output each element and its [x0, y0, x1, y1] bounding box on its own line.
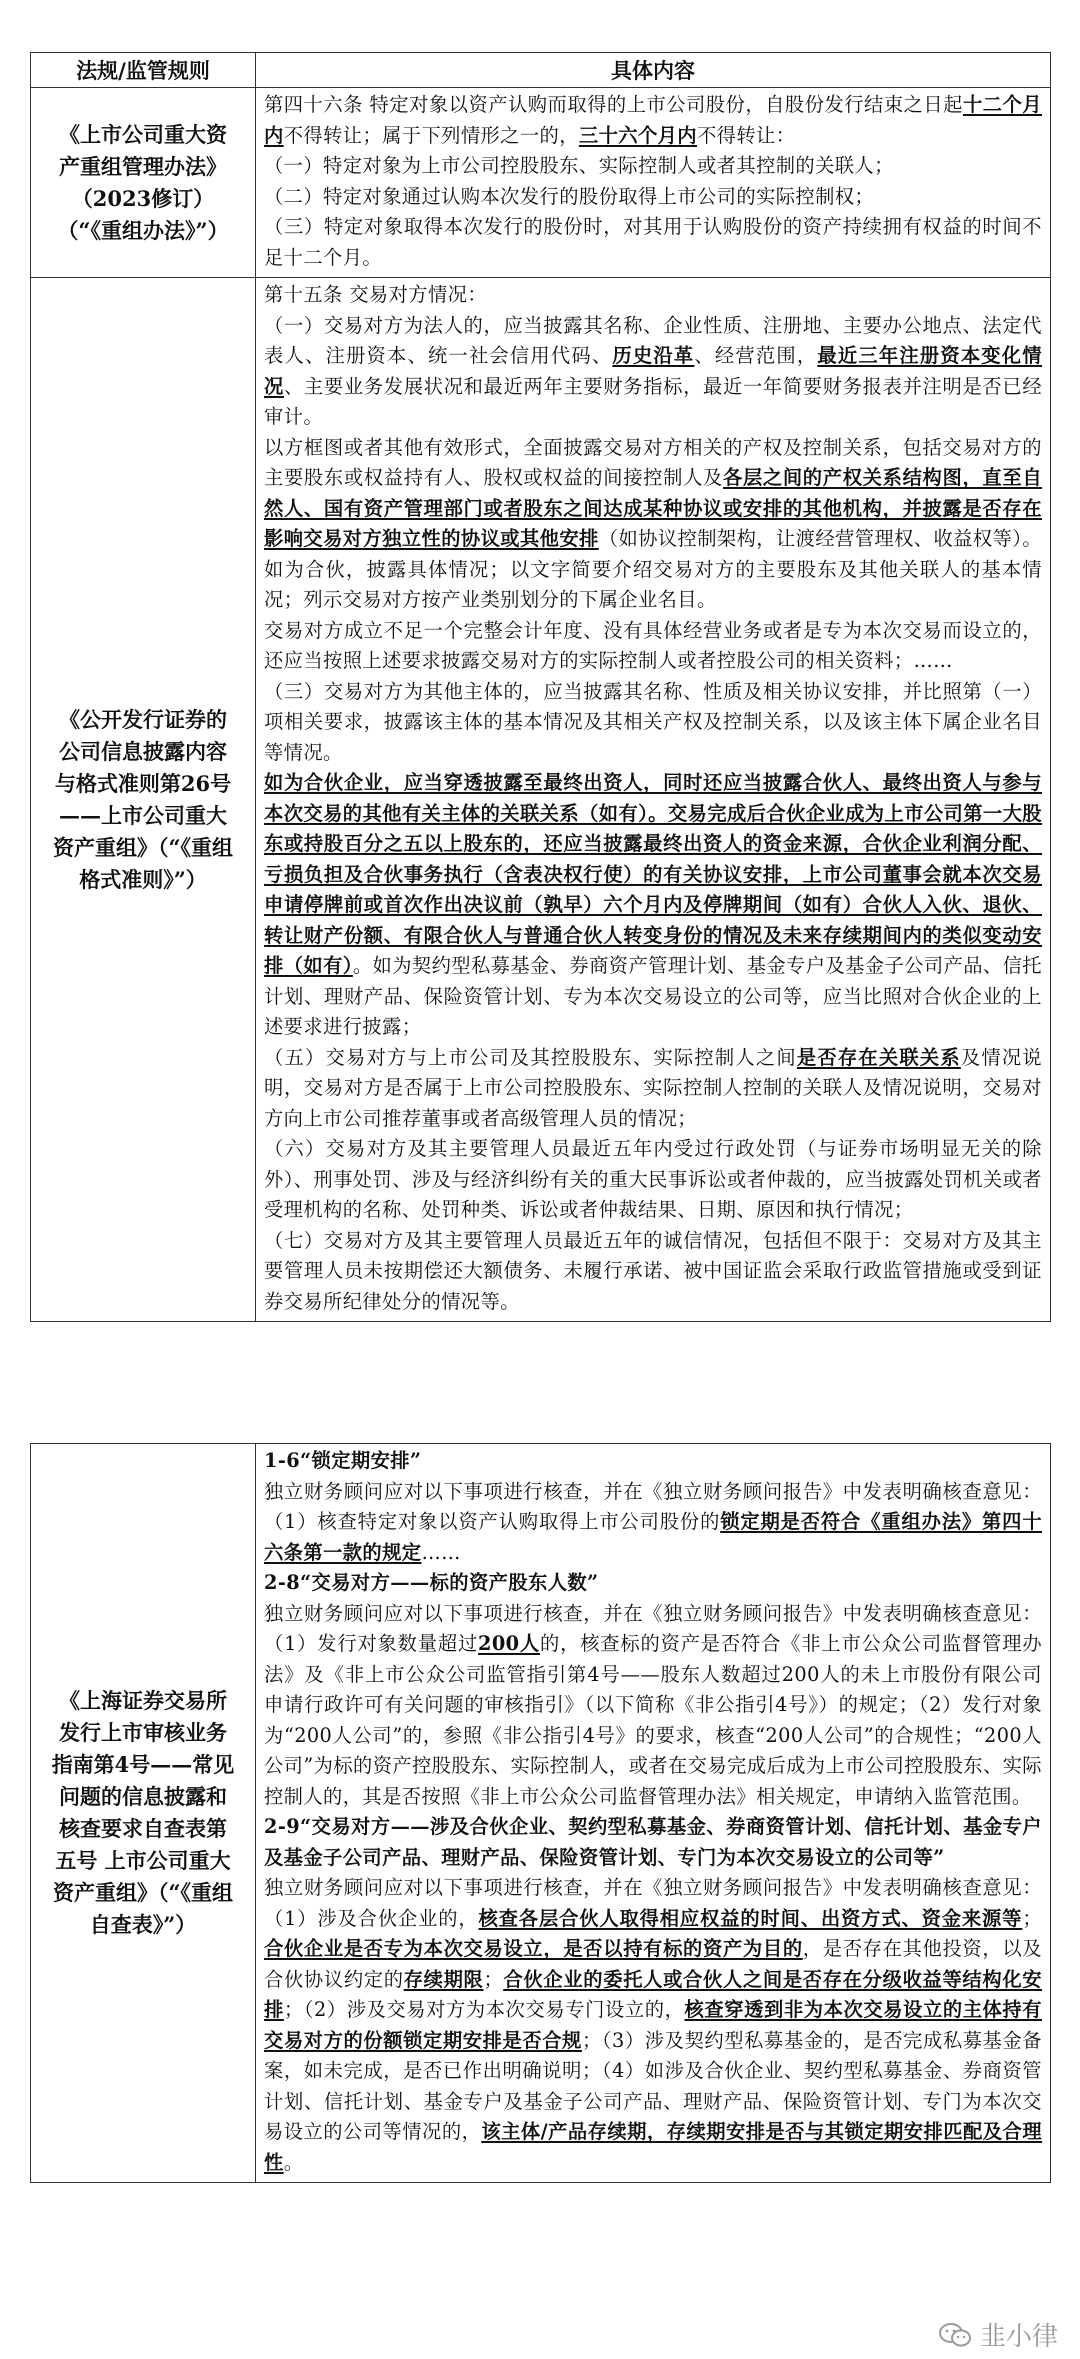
content-paragraph [264, 182, 1042, 213]
text-segment: 以方框图或者其他有效形式，全面披露交易对方相关的产权及控制关系，包括交易对方的主要股东或权益持有人、股权或权益的间接控制人及 [264, 435, 1042, 489]
content-paragraph [264, 212, 1042, 273]
table-row [31, 88, 1051, 278]
text-segment: （六）交易对方及其主要管理人员最近五年内受过行政处罚（与证券市场明显无关的除外）、刑事处罚、涉及与经济纠纷有关的重大民事诉讼或者仲裁的，应当披露处罚机关或者受理机构的名称、处罚种类、诉讼或者仲裁结果、日期、原因和执行情况； [264, 1137, 1042, 1221]
watermark-text: 韭小律 [979, 2322, 1058, 2352]
header-content: 具体内容 [256, 53, 1051, 88]
table-row [31, 1444, 1051, 2183]
text-segment: （如协议控制架构，让渡经营管理权、收益权等）。如为合伙，披露具体情况；以文字简要介绍交易对方的主要股东及其他关联人的基本情况；列示交易对方按产业类别划分的下属企业名目。 [264, 527, 1042, 611]
highlighted-text: 锁定期是否符合《重组办法》第四十六条第一款的规定 [264, 1510, 1043, 1564]
content-paragraph [264, 1043, 1042, 1135]
rule-content [256, 88, 1051, 278]
text-segment: （一）特定对象为上市公司控股股东、实际控制人或者其控制的关联人； [264, 154, 894, 177]
text-segment: 第十五条 交易对方情况： [264, 283, 488, 306]
content-paragraph [264, 677, 1042, 769]
wechat-icon [938, 2322, 972, 2348]
content-paragraph [264, 1873, 1042, 2178]
table-row [31, 278, 1051, 1322]
highlighted-text: 如为合伙企业，应当穿透披露至最终出资人，同时还应当披露合伙人、最终出资人与参与本次交易的其他有关主体的关联关系（如有）。交易完成后合伙企业成为上市公司第一大股东或持股百分之五以上股东的，还应当披露最终出资人的资金来源，合伙企业利润分配、亏损负担及合伙事务执行（含表决权行使）的有关协议安排，上市公司董事会就本次交易申请停牌前或首次作出决议前（孰早）六个月内及停牌期间（如有）合伙人入伙、退伙、转让财产份额、有限合伙人与普通合伙人转变身份的情况及未来存续期间内的类似变动安排（如有） [264, 771, 1042, 977]
text-segment: ，是否存在其他投资，以及合伙协议约定的 [264, 1937, 1042, 1991]
section-heading: 2-8“交易对方——标的资产股东人数” [264, 1571, 599, 1594]
text-segment: 及情况说明，交易对方是否属于上市公司控股股东、实际控制人控制的关联人及情况说明，交易对方向上市公司推荐董事或者高级管理人员的情况； [264, 1045, 1042, 1130]
content-paragraph [264, 1568, 1042, 1599]
regulation-table-1 [30, 52, 1051, 1322]
text-segment: 不得转让；属于下列情形之一的， [283, 123, 579, 147]
highlighted-text: 核查各层合伙人取得相应权益的时间、出资方式、资金来源等 [478, 1906, 1023, 1930]
watermark [938, 2316, 1058, 2353]
content-paragraph [264, 311, 1042, 433]
content-paragraph [264, 616, 1042, 677]
text-segment: ； [1022, 1906, 1042, 1930]
text-segment: 独立财务顾问应对以下事项进行核查，并在《独立财务顾问报告》中发表明确核查意见：（1）涉及合伙企业的， [264, 1876, 1042, 1930]
highlighted-text: 各层之间的产权关系结构图，直至自然人、国有资产管理部门或者股东之间达成某种协议或安排的其他机构，并披露是否存在影响交易对方独立性的协议或其他安排 [264, 466, 1042, 550]
text-segment: （三）交易对方为其他主体的，应当披露其名称、性质及相关协议安排，并比照第（一）项相关要求，披露该主体的基本情况及其相关产权及控制关系，以及该主体下属企业名目等情况。 [264, 679, 1042, 764]
text-segment: 不得转让： [697, 123, 796, 147]
highlighted-text: 十二个月内 [264, 93, 1042, 147]
text-segment: …… [421, 1540, 461, 1564]
content-paragraph [264, 280, 1042, 311]
rule-name: 《上海证券交易所发行上市审核业务指南第4号——常见问题的信息披露和核查要求自查表第五号 上市公司重大资产重组》（“《重组自查表》”） [31, 1444, 256, 2183]
content-paragraph [264, 1477, 1042, 1569]
rule-content [256, 1444, 1051, 2183]
text-segment: 独立财务顾问应对以下事项进行核查，并在《独立财务顾问报告》中发表明确核查意见：（1）核查特定对象以资产认购取得上市公司股份的 [264, 1479, 1042, 1533]
highlighted-text: 是否存在关联关系 [796, 1045, 961, 1069]
text-segment: （二）特定对象通过认购本次发行的股份取得上市公司的实际控制权； [264, 184, 875, 208]
text-segment: 。如为契约型私募基金、券商资产管理计划、基金专户及基金子公司产品、信托计划、理财产品、保险资管计划、专为本次交易设立的公司等，应当比照对合伙企业的上述要求进行披露； [264, 954, 1042, 1038]
rule-content [256, 278, 1051, 1322]
content-paragraph [264, 1812, 1042, 1873]
content-paragraph [264, 768, 1042, 1043]
rule-name: 《上市公司重大资产重组管理办法》（2023修订）（“《重组办法》”） [31, 88, 256, 278]
text-segment: （七）交易对方及其主要管理人员最近五年的诚信情况，包括但不限于：交易对方及其主要管理人员未按期偿还大额债务、未履行承诺、被中国证监会采取行政监管措施或受到证券交易所纪律处分的情况等。 [264, 1228, 1042, 1313]
highlighted-text: 合伙企业的委托人或合伙人之间是否存在分级收益等结构化安排 [264, 1967, 1042, 2021]
text-segment: 、主要业务发展状况和最近两年主要财务指标，最近一年简要财务报表并注明是否已经审计。 [264, 374, 1042, 428]
section-heading: 2-9“交易对方——涉及合伙企业、契约型私募基金、券商资管计划、信托计划、基金专户及基金子公司产品、理财产品、保险资管计划、专门为本次交易设立的公司等” [264, 1815, 1042, 1869]
regulation-table-2 [30, 1443, 1051, 2183]
content-paragraph [264, 90, 1042, 151]
highlighted-text: 存续期限 [403, 1967, 484, 1991]
text-segment: （三）特定对象取得本次发行的股份时，对其用于认购股份的资产持续拥有权益的时间不足十二个月。 [264, 215, 1042, 269]
highlighted-text: 核查穿透到非为本次交易设立的主体持有交易对方的份额锁定期安排是否合规 [264, 1998, 1042, 2052]
content-paragraph [264, 151, 1042, 182]
text-segment: 的，核查标的资产是否符合《非上市公众公司监督管理办法》及《非上市公众公司监管指引第4号——股东人数超过200人的未上市股份有限公司申请行政许可有关问题的审核指引》（以下简称《非公指引4号》）的规定；（2）发行对象为“200人公司”的，参照《非公指引4号》的要求，核查“200人公司”的合规性；“200人公司”为标的资产控股股东、实际控制人，或者在交易完成后成为上市公司控股股东、实际控制人的，其是否按照《非上市公众公司监督管理办法》相关规定，申请纳入监管范围。 [264, 1632, 1042, 1808]
content-paragraph [264, 1599, 1042, 1813]
text-segment: 。 [283, 2150, 304, 2174]
content-paragraph [264, 433, 1042, 616]
content-paragraph [264, 1226, 1042, 1318]
text-segment: ；（3）涉及契约型私募基金的，是否完成私募基金备案，如未完成，是否已作出明确说明；（4）如涉及合伙企业、契约型私募基金、券商资管计划、信托计划、基金专户及基金子公司产品、理财产品、保险资管计划、专门为本次交易设立的公司等情况的， [264, 2028, 1042, 2143]
table-header-row [31, 53, 1051, 88]
content-paragraph [264, 1446, 1042, 1477]
header-regulation: 法规/监管规则 [31, 53, 256, 88]
text-segment: （一）交易对方为法人的，应当披露其名称、企业性质、注册地、主要办公地点、法定代表人、注册资本、统一社会信用代码、 [264, 313, 1042, 367]
highlighted-text: 三十六个月内 [578, 123, 697, 147]
text-segment: ； [483, 1967, 504, 1991]
text-segment: 独立财务顾问应对以下事项进行核查，并在《独立财务顾问报告》中发表明确核查意见：（1）发行对象数量超过 [264, 1601, 1042, 1655]
section-heading: 1-6“锁定期安排” [264, 1449, 422, 1472]
text-segment: （五）交易对方与上市公司及其控股股东、实际控制人之间 [264, 1045, 797, 1069]
highlighted-text: 最近三年注册资本变化情况 [264, 344, 1042, 398]
text-segment: 第四十六条 特定对象以资产认购而取得的上市公司股份，自股份发行结束之日起 [264, 93, 963, 116]
highlighted-text: 该主体/产品存续期，存续期安排是否与其锁定期安排匹配及合理性 [264, 2120, 1043, 2174]
rule-name: 《公开发行证券的公司信息披露内容与格式准则第26号——上市公司重大资产重组》（“《重组格式准则》”） [31, 278, 256, 1322]
text-segment: 、经营范围， [694, 344, 818, 367]
text-segment: ；（2）涉及交易对方为本次交易专门设立的， [283, 1998, 685, 2021]
content-paragraph [264, 1134, 1042, 1226]
text-segment: 交易对方成立不足一个完整会计年度、没有具体经营业务或者是专为本次交易而设立的，还应当按照上述要求披露交易对方的实际控制人或者控股公司的相关资料；…… [264, 618, 1042, 672]
highlighted-text: 合伙企业是否专为本次交易设立，是否以持有标的资产为目的 [264, 1937, 803, 1960]
highlighted-text: 200人 [478, 1632, 541, 1655]
highlighted-text: 历史沿革 [612, 344, 695, 367]
